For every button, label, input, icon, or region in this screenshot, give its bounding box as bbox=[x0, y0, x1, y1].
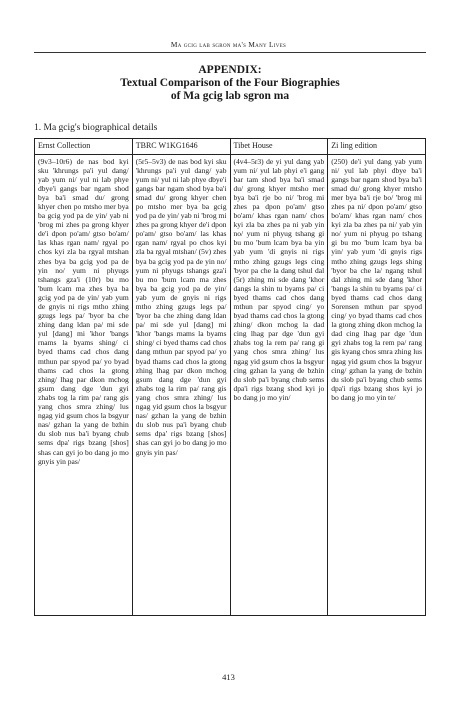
column-header: TBRC W1KG1646 bbox=[132, 139, 230, 155]
column-header: Tibet House bbox=[230, 139, 328, 155]
appendix-title bbox=[34, 64, 426, 103]
cell-tibet-house: (4v4–5r3) de yi yul dang yab yum ni/ yul lab phyi e'i gang bar tam shod bya ba'i smad du/ grong khyer mtsho mer bya ba'i rje bo ni/ 'brog mi zhes pa dpon po'am/ gtso bo'am/ khas rgan nam/ chos kyi zla ba zhes pa ni yab yin no/ yum ni phyug tshang gi bu mo 'bum lcam bya ba yin yab yum 'di gnyis ni rigs mtho zhing gzugs legs cing 'byor pa che la dang tshul dal (5r) zhing mi sde dang 'khor dangs la shin tu byams pa/ ci byed thams cad chos dang mthun par spyod cing/ yo byad thams cad chos la gtong zhing/ dkon mchog la dad cing lhag par dge 'dun gyi zhabs tog la rem pa/ rang gi yang chos smra zhing/ lus ngag yid gsum chos la bsgyur cing gzhan la yang de bzhin du slob pa'i byang chub sems dpa'i rigs bzang shod kyi jo bo dang jo mo yin/ bbox=[230, 155, 328, 616]
header-rule bbox=[34, 52, 426, 53]
cell-ernst-collection: (9v3–10r6) de nas bod kyi sku 'khrungs pa'i yul dang/ yab yum ni/ yul ni lab phye dbye'i gangs bar ngam shod bya ba'i smad du/ grong khyer chen po mtsho mer bya ba gcig yod pa de yin/ yab ni 'brog mi zhes pa grong khyer de'i dpon po'am/ gtso bo'am/ las khas rgan nam/ rgyal po chos kyi zla ba rgyal mtshan zhes bya ba gcig yod pa de yin no/ yum ni phyugs tshangs gza'i (10r) bu mo 'bum lcam ma zhes bya ba gcig yod pa de yin/ yab yum de gnyis ni rigs mtho zhing gzugs legs pa/ 'byor ba che zhing dang ldan pa/ mi sde yul [dang] mi 'khor 'bangs rnams la byams shing/ ci byed thams cad chos dang mthun par spyod pa/ yo byad thams cad chos la gtong zhing/ lhag par dkon mchog gsum dang dge 'dun gyi zhabs tog la rim pa/ rang gis yang chos smra zhing/ lus ngag yid gsum chos la bsgyur nas/ gzhan la yang de bzhin du slob nus ba'i byang chub sems dpa' rigs bzang [shos] shas can gyi jo bo dang jo mo gnyis yin pas/ bbox=[35, 155, 133, 616]
section-heading: 1. Ma gcig's biographical details bbox=[34, 123, 158, 133]
running-head: Ma gcig lab sgron ma's Many Lives bbox=[170, 40, 287, 49]
comparison-table bbox=[34, 138, 426, 616]
column-header: Zi ling edition bbox=[328, 139, 426, 155]
cell-zi-ling: (250) de'i yul dang yab yum ni/ yul lab phyi dbye ba'i gangs bar ngam shod bya ba'i smad du/ grong khyer mtsho mer bya ba'i rje bo/ 'brog mi zhes pa ni/ dpon po'am/ gtso bo'am/ khas rgan nam/ chos kyi zla ba zhes pa ni/ yab yin no/ yum ni phyug po tshang gi bu mo 'bum lcam bya ba yin/ yab yum 'di gnyis rigs mtho zhing gzugs legs shing 'byor ba che la/ ngang tshul dal zhing mi sde dang 'khor 'bangs la shin tu byams pa/ ci byed thams cad chos dang Sorensen mthun par spyod cing/ yo byad thams cad chos la gtong zhing dkon mchog la dad cing lhag par dge 'dun gyi zhabs tog la rem pa/ rang gis kyang chos smra zhing lus ngag yid gsum chos la bsgyur cing/ gzhan la yang de bzhin du slob pa'i byang chub sems dpa'i rigs bzang shos kyi jo bo dang jo mo yin te/ bbox=[328, 155, 426, 616]
table-row bbox=[35, 155, 426, 616]
table-header-row bbox=[35, 139, 426, 155]
page-number: 413 bbox=[222, 672, 235, 682]
title-line-3: of Ma gcig lab sgron ma bbox=[170, 90, 290, 102]
title-line-2: Textual Comparison of the Four Biographies bbox=[120, 77, 340, 89]
title-line-1: APPENDIX: bbox=[198, 64, 262, 76]
cell-tbrc: (5r5–5v3) de nas bod kyi sku 'khrungs pa'i yul dang/ yab yum ni/ yul ni lab phye dbye'i gangs bar ngam shod bya ba'i smad du/ grong khyer chen po mtsho mer bya ba gcig yod pa de yin/ yab ni 'brog mi zhes pa grong khyer de'i dpon po'am/ gtso bo'am/ las khas rgan nam/ rgyal po chos kyi zla ba rgyal mtshan/ (5v) zhes bya ba gcig yod pa de yin no/ yum ni phyugs tshangs gza'i bu mo 'bum lcam ma zhes bya ba gcig yod pa de yin/ yab yum de gnyis ni rigs mtho zhing gzugs legs pa/ 'byor ba che zhing dang ldan pa/ mi sde yul [dang] mi 'khor 'bangs rnams la byams shing/ ci byed thams cad chos dang mthun par spyod pa/ yo byad thams cad chos la gtong zhing lhag par dkon mchog gsum dang dge 'dun gyi zhabs tog la rim pa/ rang gis yang chos smra zhing/ lus ngag yid gsum chos la bsgyur nas/ gzhan la yang de bzhin du slob nus pa'i byang chub sems dpa' rigs bzang [shos] shas can gyi jo bo dang jo mo gnyis yin pas/ bbox=[132, 155, 230, 616]
column-header: Ernst Collection bbox=[35, 139, 133, 155]
